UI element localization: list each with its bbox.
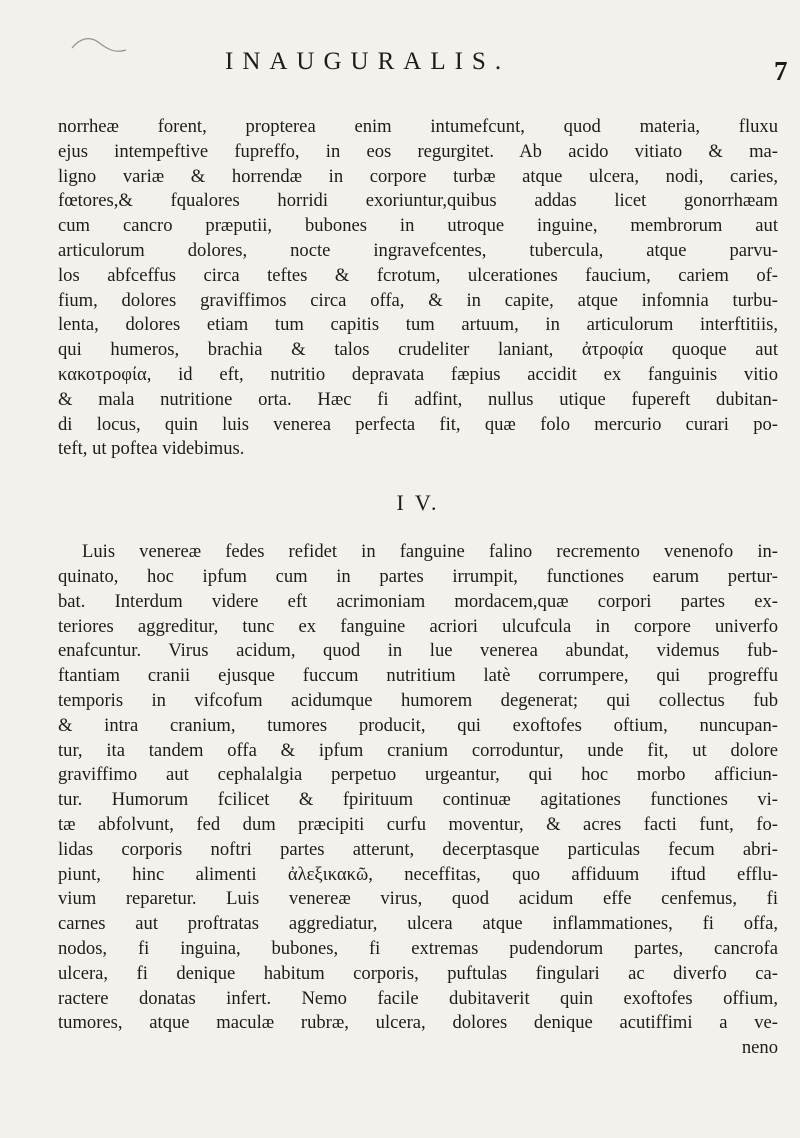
text-line: bat. Interdum videre eft acrimoniam mordacem,quæ corpori partes ex- bbox=[58, 590, 778, 612]
running-head: INAUGURALIS. bbox=[225, 48, 511, 75]
text-line: qui humeros, brachia & talos crudeliter laniant, ἀτροφία quoque aut bbox=[58, 339, 778, 361]
text-line: lidas corporis noftri partes atterunt, decerptasque particulas fecum abri- bbox=[58, 838, 778, 860]
page-header bbox=[0, 48, 800, 88]
text-line: nodos, fi inguina, bubones, fi extremas pudendorum partes, cancrofa bbox=[58, 937, 778, 959]
paragraph-1 bbox=[58, 115, 778, 462]
text-line: enafcuntur. Virus acidum, quod in lue venerea abundat, videmus fub- bbox=[58, 640, 778, 662]
text-line: carnes aut proftratas aggrediatur, ulcera atque inflammationes, fi offa, bbox=[58, 913, 778, 935]
text-line: norrheæ forent, propterea enim intumefcunt, quod materia, fluxu bbox=[58, 116, 778, 137]
catchword: neno bbox=[741, 1037, 778, 1059]
text-line: ulcera, fi denique habitum corporis, puftulas fingulari ac diverfo ca- bbox=[58, 962, 778, 984]
page-number: 7 bbox=[774, 56, 788, 86]
text-line: tæ abfolvunt, fed dum præcipiti curfu moventur, & acres facti funt, fo- bbox=[58, 813, 778, 835]
text-line: fium, dolores graviffimos circa offa, & in capite, atque infomnia turbu- bbox=[58, 289, 778, 311]
section-heading: I V. bbox=[396, 490, 440, 516]
text-line: temporis in vifcofum acidumque humorem degenerat; qui collectus fub bbox=[58, 689, 778, 711]
text-line: cum cancro præputii, bubones in utroque inguine, membrorum aut bbox=[58, 215, 778, 237]
text-line: lenta, dolores etiam tum capitis tum artuum, in articulorum interftitiis, bbox=[58, 314, 778, 336]
text-line: articulorum dolores, nocte ingravefcentes, tubercula, atque parvu- bbox=[58, 239, 778, 261]
text-line: ejus intempeftive fupreffo, in eos regurgitet. Ab acido vitiato & ma- bbox=[58, 140, 778, 162]
paragraph-2 bbox=[58, 540, 778, 1036]
text-line: los abfceffus circa teftes & fcrotum, ulcerationes faucium, cariem of- bbox=[58, 264, 778, 286]
text-line: teft, ut poftea videbimus. bbox=[58, 438, 245, 460]
text-line: graviffimo aut cephalalgia perpetuo urgeantur, qui hoc morbo afficiun- bbox=[58, 764, 778, 786]
text-line: piunt, hinc alimenti ἀλεξικακῶ, neceffitas, quo affiduum iftud efflu- bbox=[58, 863, 778, 885]
text-line: di locus, quin luis venerea perfecta fit, quæ folo mercurio curari po- bbox=[58, 413, 778, 435]
text-line: quinato, hoc ipfum cum in partes irrumpit, functiones earum pertur- bbox=[58, 565, 778, 587]
text-line: fœtores,& fqualores horridi exoriuntur,quibus addas licet gonorrhæam bbox=[58, 190, 778, 212]
text-line: & mala nutritione orta. Hæc fi adfint, nullus utique fupereft dubitan- bbox=[58, 388, 778, 410]
text-line: tumores, atque maculæ rubræ, ulcera, dolores denique acutiffimi a ve- bbox=[58, 1012, 778, 1034]
text-line: tur, ita tandem offa & ipfum cranium corroduntur, unde fit, ut dolore bbox=[58, 739, 778, 761]
text-line: teriores aggreditur, tunc ex fanguine acriori ulcufcula in corpore univerfo bbox=[58, 615, 778, 637]
body-text bbox=[58, 115, 778, 1061]
text-line: ftantiam cranii ejusque fuccum nutritium latè corrumpere, qui progreffu bbox=[58, 665, 778, 687]
catchword-row bbox=[58, 1036, 778, 1061]
text-line: ligno variæ & horrendæ in corpore turbæ atque ulcera, nodi, caries, bbox=[58, 165, 778, 187]
text-line: vium reparetur. Luis venereæ virus, quod acidum effe cenfemus, fi bbox=[58, 888, 778, 910]
text-line: tur. Humorum fcilicet & fpirituum continuæ agitationes functiones vi- bbox=[58, 789, 778, 811]
text-line: & intra cranium, tumores producit, qui exoftofes oftium, nuncupan- bbox=[58, 714, 778, 736]
text-line: ractere donatas infert. Nemo facile dubitaverit quin exoftofes offium, bbox=[58, 987, 778, 1009]
text-line: Luis venereæ fedes refidet in fanguine falino recremento venenofo in- bbox=[82, 541, 778, 563]
text-line: κακοτροφία, id eft, nutritio depravata fæpius accidit ex fanguinis vitio bbox=[58, 363, 778, 385]
